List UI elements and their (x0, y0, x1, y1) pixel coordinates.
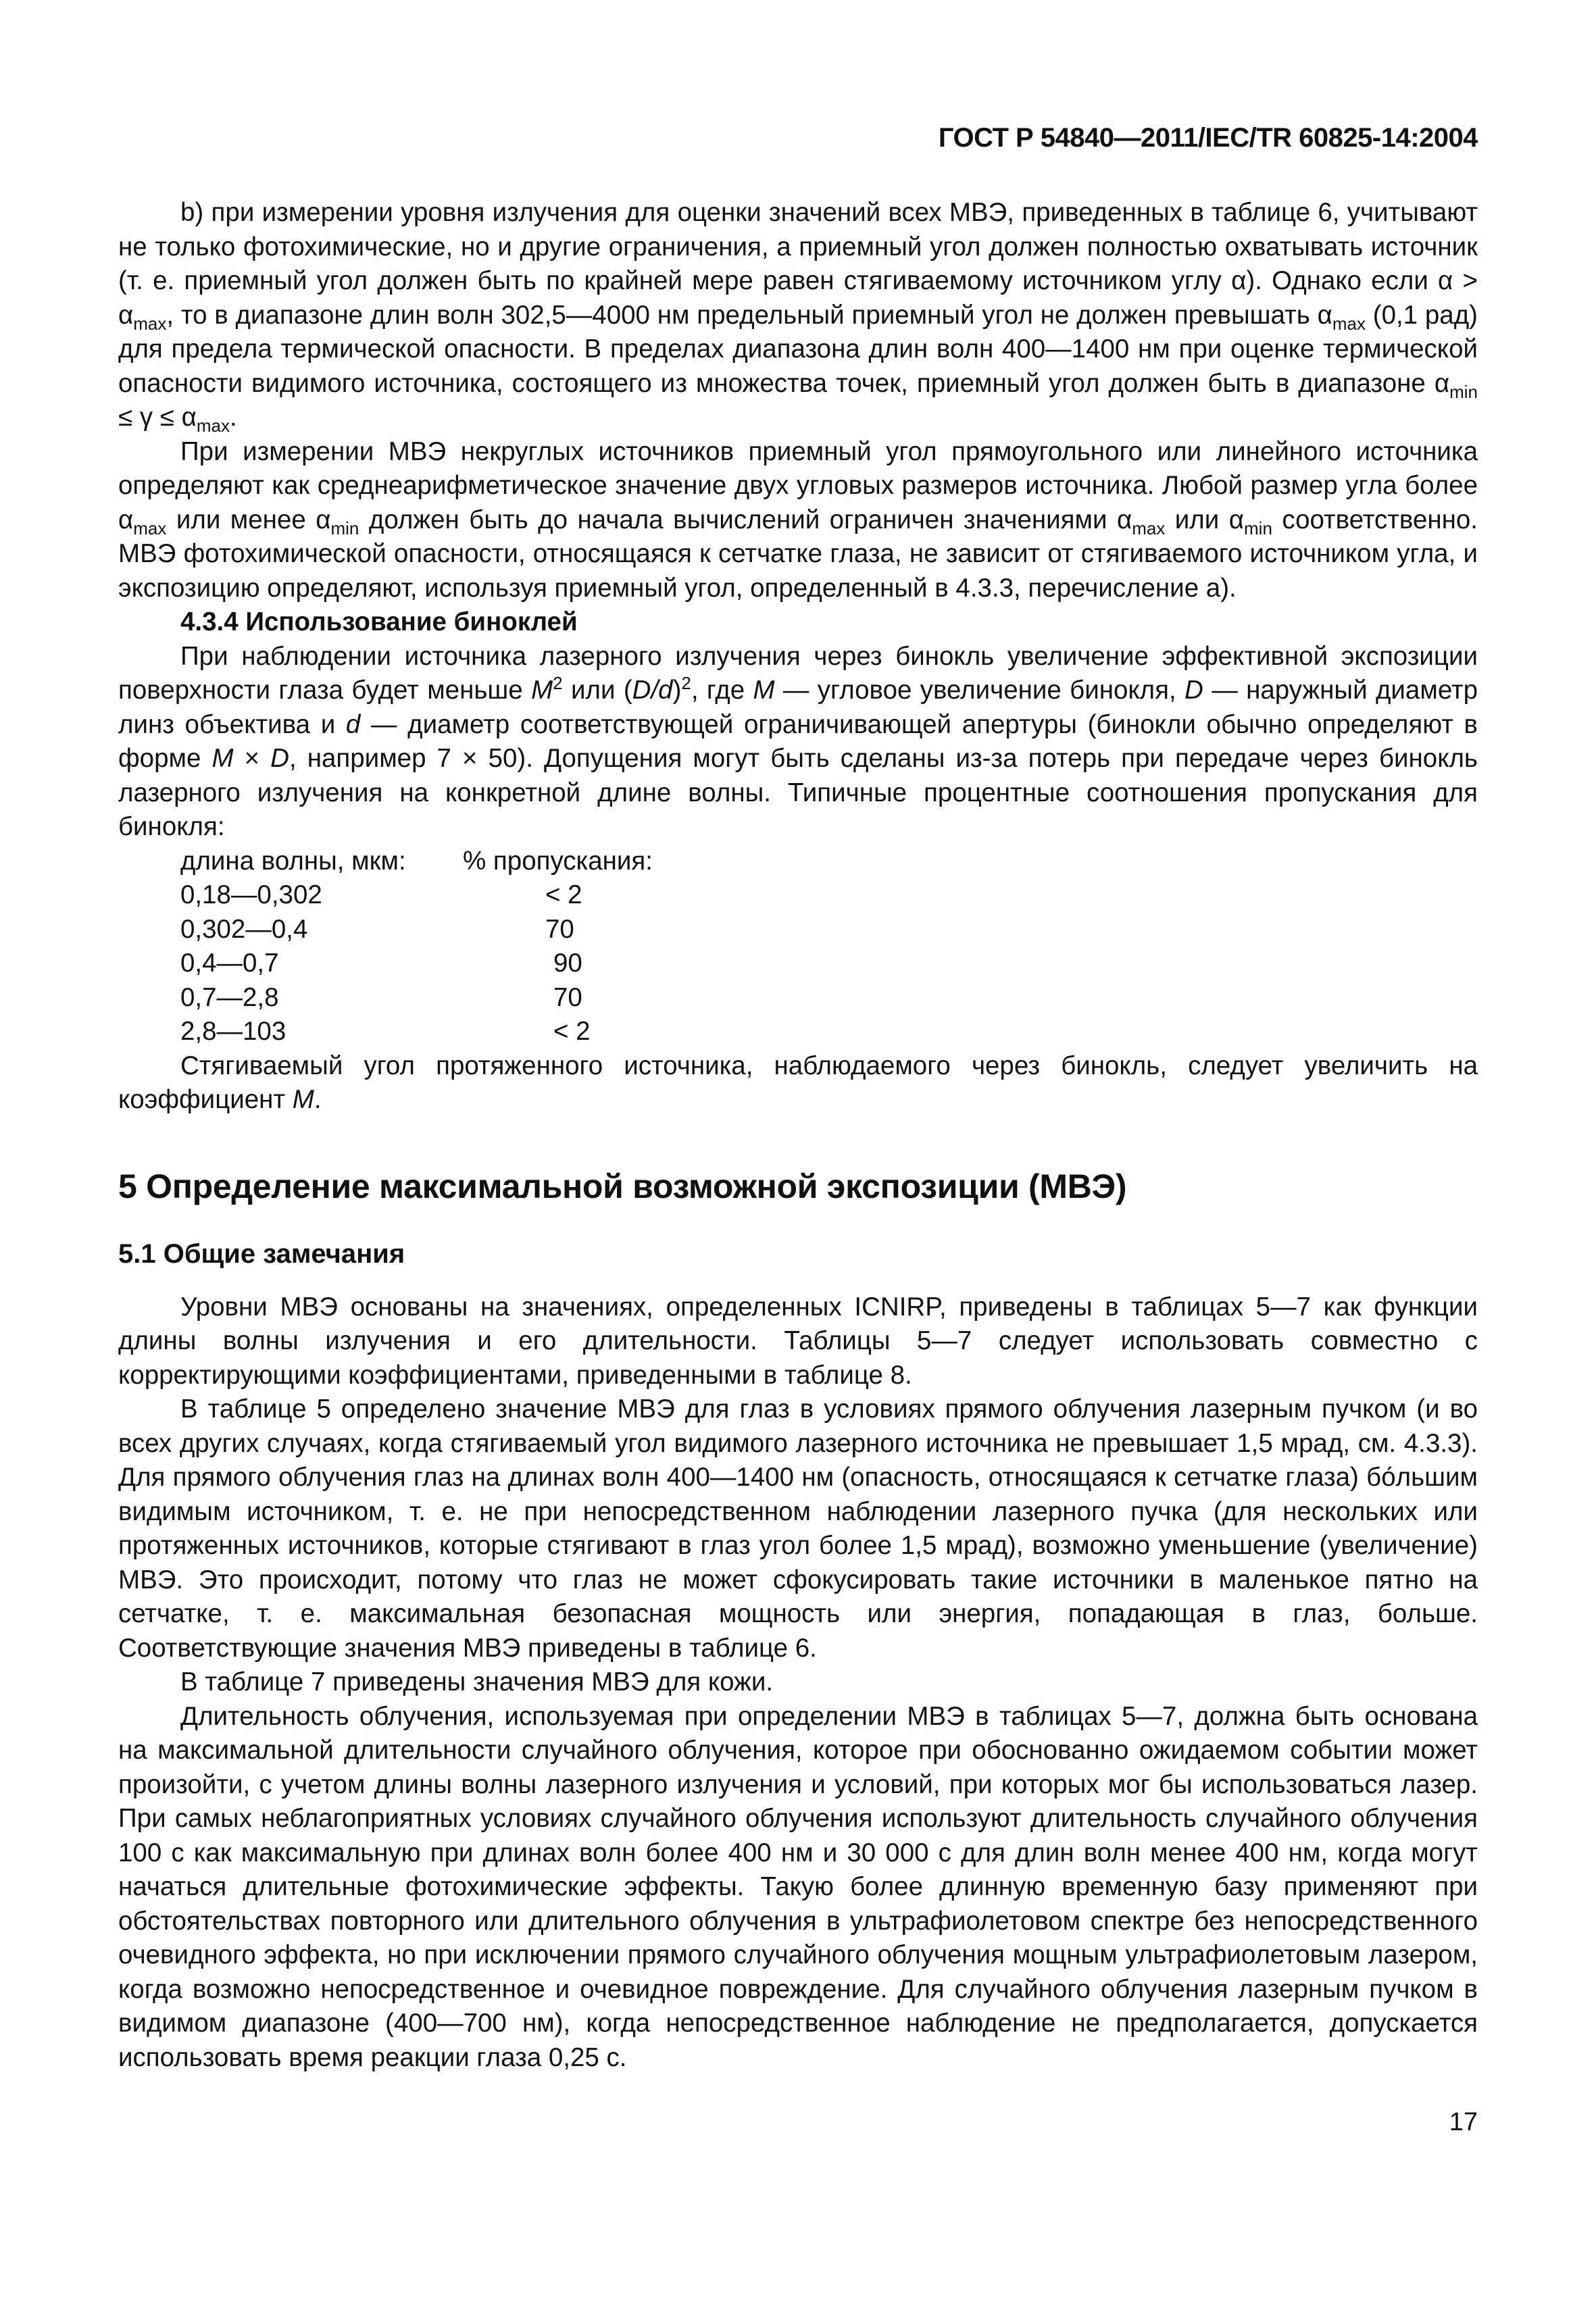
table-cell-transmission: < 2 (553, 1017, 591, 1046)
section-heading-5-1: 5.1 Общие замечания (118, 1238, 405, 1269)
table-header-row (180, 845, 1478, 879)
table-cell-wavelength: 0,7—2,8 (180, 982, 279, 1012)
document-header: ГОСТ Р 54840—2011/IEC/TR 60825-14:2004 (938, 123, 1478, 153)
paragraph-5-1-4: Длительность облучения, используемая при определении МВЭ в таблицах 5—7, должна быть основана на максимальной длительности случайного облучения, которое при обоснованно ожидаемом событии может произойти, с учетом длины волны лазерного излучения и условий, при которых мог бы использоваться лазер. При самых неблагоприятных условиях случайного облучения используют длительность случайного облучения 100 с как максимальную при длинах волн более 400 нм и 30 000 с для длин волн менее 400 нм, когда могут начаться длительные фотохимические эффекты. Такую более длинную временную базу применяют при обстоятельствах повторного или длительного облучения в ультрафиолетовом спектре без непосредственного очевидного эффекта, но при исключении прямого случайного облучения мощным ультрафиолетовым лазером, когда возможно непосредственное и очевидное повреждение. Для случайного облучения лазерным пучком в видимом диапазоне (400—700 нм), когда непосредственное наблюдение не предполагается, допускается использовать время реакции глаза 0,25 с. (118, 1701, 1478, 2072)
table-cell-wavelength: 0,18—0,302 (180, 880, 322, 909)
paragraph-nonround-sources: При измерении МВЭ некруглых источников приемный угол прямоугольного или линейного источника определяют как среднеарифметическое значение двух угловых размеров источника. Любой размер угла более $\alpha_{max}$ или менее $\alpha_{min}$ должен быть до начала вычислений ограничен значениями $\alpha_{max}$ или $\alpha_{min}$ соответственно. МВЭ фотохимической опасности, относящаяся к сетчатке глаза, не зависит от стягиваемого источником угла, и экспозицию определяют, используя приемный угол, определенный в 4.3.3, перечисление а). (118, 436, 1478, 603)
table-cell-transmission: 70 (545, 914, 574, 944)
table-header-wavelength: длина волны, мкм: (180, 846, 406, 876)
page-content (118, 196, 1478, 2075)
table-cell-wavelength: 0,4—0,7 (180, 949, 279, 978)
table-cell-transmission: 70 (553, 982, 582, 1012)
section-heading-4-3-4: 4.3.4 Использование биноклей (180, 607, 578, 636)
table-row (180, 878, 1478, 913)
table-cell-wavelength: 0,302—0,4 (180, 914, 308, 944)
section-heading-5: 5 Определение максимальной возможной экспозиции (МВЭ) (118, 1167, 1127, 1205)
table-row (180, 913, 1478, 947)
table-row (180, 947, 1478, 981)
table-header-transmission: % пропускания: (463, 846, 653, 876)
paragraph-subtended-angle: Стягиваемый угол протяженного источника, наблюдаемого через бинокль, следует увеличить на коэффициент M. (118, 1051, 1478, 1114)
transmission-table (118, 845, 1478, 1049)
paragraph-5-1-1: Уровни МВЭ основаны на значениях, определенных ICNIRP, приведены в таблицах 5—7 как функции длины волны излучения и его длительности. Таблицы 5—7 следует использовать совместно с корректирующими коэффициентами, приведенными в таблице 8. (118, 1292, 1478, 1390)
page-number: 17 (1449, 2108, 1478, 2136)
table-row (180, 981, 1478, 1015)
paragraph-binoculars: При наблюдении источника лазерного излучения через бинокль увеличение эффективной экспозиции поверхности глаза будет меньше $M^2$ или $(D/d)^2$, где M — угловое увеличение бинокля, D — наружный диаметр линз объектива и d — диаметр соответствующей ограничивающей апертуры (бинокли обычно определяют в форме M × D, например 7 × 50). Допущения могут быть сделаны из-за потерь при передаче через бинокль лазерного излучения на конкретной длине волны. Типичные процентные соотношения пропускания для бинокля: (118, 641, 1478, 841)
paragraph-5-1-3: В таблице 7 приведены значения МВЭ для кожи. (180, 1667, 774, 1696)
table-row (180, 1015, 1478, 1049)
table-cell-transmission: < 2 (545, 880, 582, 909)
table-cell-transmission: 90 (553, 949, 582, 978)
table-cell-wavelength: 2,8—103 (180, 1017, 286, 1046)
paragraph-5-1-2: В таблице 5 определено значение МВЭ для глаз в условиях прямого облучения лазерным пучком (и во всех других случаях, когда стягиваемый угол видимого лазерного источника не превышает 1,5 мрад, см. 4.3.3). Для прямого облучения глаз на длинах волн 400—1400 нм (опасность, относящаяся к сетчатке глаза) бо́льшим видимым источником, т. е. не при непосредственном наблюдении лазерного пучка (для нескольких или протяженных источников, которые стягивают в глаз угол более 1,5 мрад), возможно уменьшение (увеличение) МВЭ. Это происходит, потому что глаз не может сфокусировать такие источники в маленькое пятно на сетчатке, т. е. максимальная безопасная мощность или энергия, попадающая в глаз, больше. Соответствующие значения МВЭ приведены в таблице 6. (118, 1394, 1478, 1663)
paragraph-b: b) при измерении уровня излучения для оценки значений всех МВЭ, приведенных в таблице 6, учитывают не только фотохимические, но и другие ограничения, а приемный угол должен полностью охватывать источник (т. е. приемный угол должен быть по крайней мере равен стягиваемому источником углу α). Однако если $\alpha > \alpha_{max}$, то в диапазоне длин волн 302,5—4000 нм предельный приемный угол не должен превышать $\alpha_{max}$ (0,1 рад) для предела термической опасности. В пределах диапазона длин волн 400—1400 нм при оценке термической опасности видимого источника, состоящего из множества точек, приемный угол должен быть в диапазоне $\alpha_{min} \le \gamma \le \alpha_{max}$. (118, 198, 1478, 436)
